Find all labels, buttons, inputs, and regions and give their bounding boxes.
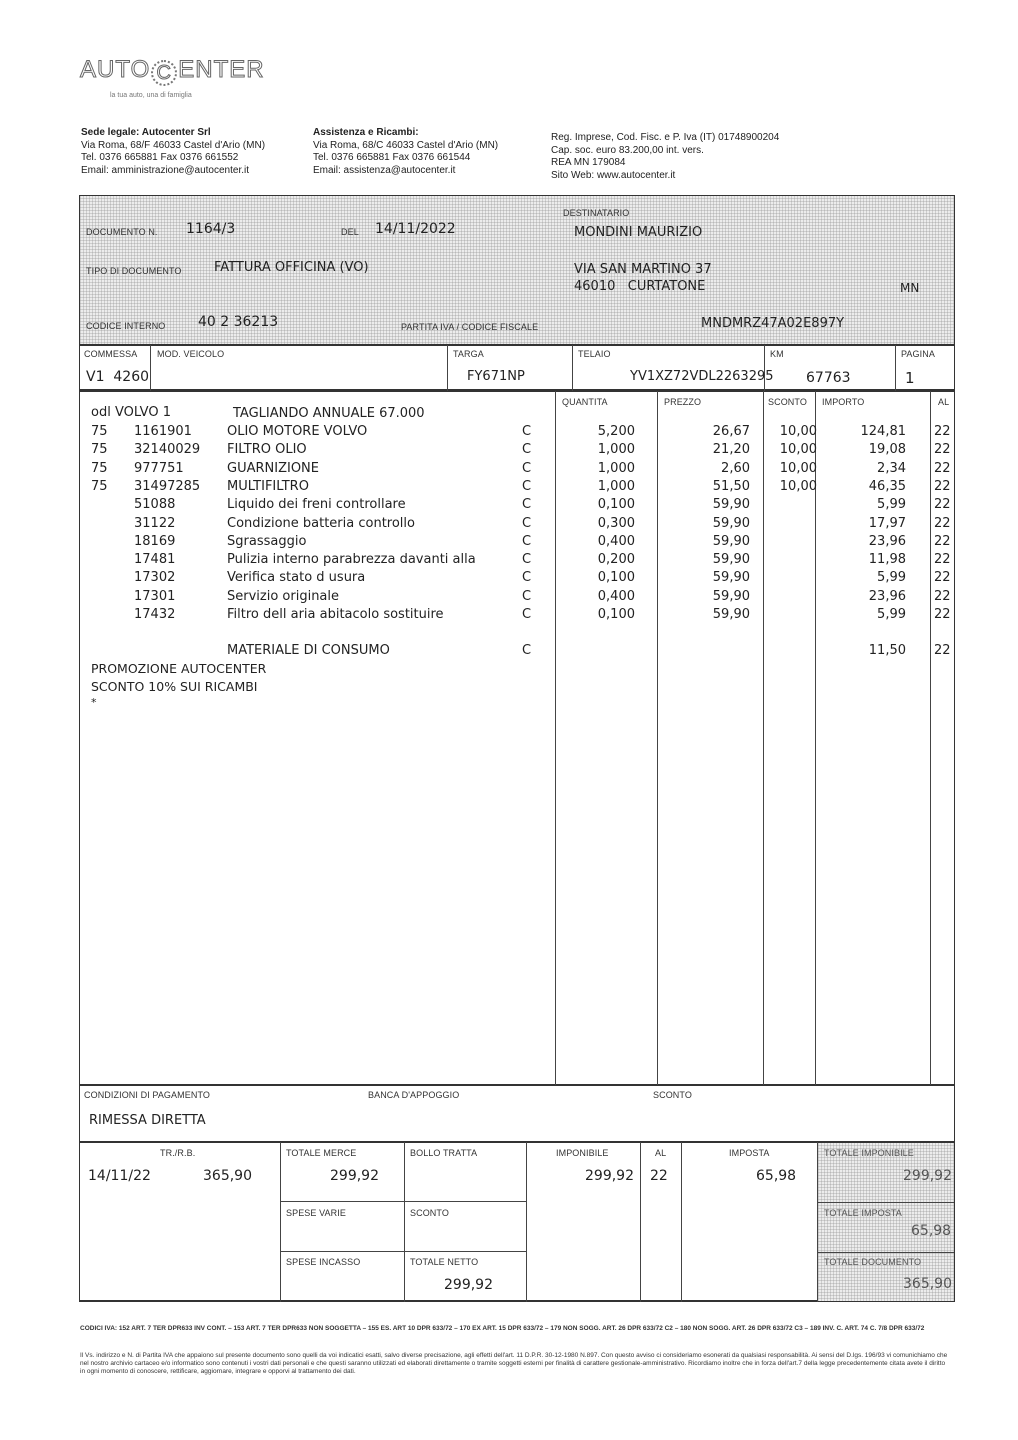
- row-vat: 22: [934, 442, 951, 458]
- row-vat: 22: [934, 588, 951, 604]
- registry-line-1: Reg. Imprese, Cod. Fisc. e P. Iva (IT) 01748900204: [551, 132, 780, 143]
- row-flag: C: [522, 588, 532, 604]
- sede-legale-block: [81, 127, 311, 177]
- row-amount: 11,50: [868, 643, 906, 658]
- row-flag: C: [522, 552, 532, 568]
- row-flag: C: [522, 533, 532, 549]
- taxable-label: IMPONIBILE: [556, 1148, 609, 1158]
- row-price: 59,90: [712, 607, 750, 622]
- table-row: [90, 497, 950, 515]
- sede-legale-title: Sede legale: Autocenter Srl: [81, 127, 211, 138]
- row-price: 59,90: [712, 570, 750, 586]
- row-description: Condizione batteria controllo: [227, 515, 415, 531]
- row-amount: 11,98: [868, 552, 906, 568]
- payment-box: [79, 1085, 955, 1142]
- trrb-amount: 365,90: [203, 1168, 252, 1184]
- row-quantity: 1,000: [597, 442, 635, 458]
- sede-legale-address: Via Roma, 68/F 46033 Castel d'Ario (MN): [81, 139, 266, 151]
- row-discount: 10,00: [779, 442, 817, 458]
- header-quantity: QUANTITA: [562, 397, 608, 407]
- row-description: GUARNIZIONE: [227, 460, 319, 476]
- row-quantity: 5,200: [597, 424, 635, 439]
- row-flag: C: [522, 570, 532, 586]
- row-code: 31497285: [134, 478, 201, 494]
- km-label: KM: [770, 349, 784, 359]
- row-price: 26,67: [712, 424, 750, 439]
- recipient-label: DESTINATARIO: [563, 208, 630, 218]
- note-asterisk: *: [91, 696, 97, 709]
- row-amount: 46,35: [868, 478, 906, 494]
- registry-line-2: Cap. soc. euro 83.200,00 int. vers.: [551, 144, 704, 156]
- totals-discount-label: SCONTO: [410, 1208, 449, 1218]
- row-quantity: 0,400: [597, 533, 635, 549]
- table-row: [90, 461, 950, 479]
- work-order-ref: odl VOLVO 1: [91, 405, 171, 420]
- row-price: 51,50: [712, 478, 750, 494]
- row-code: 17301: [134, 588, 176, 604]
- row-discount: 10,00: [779, 460, 817, 476]
- row-code: 18169: [134, 533, 176, 549]
- registry-line-4: Sito Web: www.autocenter.it: [551, 169, 676, 181]
- assistenza-title: Assistenza e Ricambi:: [313, 127, 419, 138]
- logo-text-auto: AUTO: [80, 56, 151, 83]
- km-value: 67763: [806, 370, 851, 386]
- row-flag: C: [522, 460, 532, 476]
- payment-discount-label: SCONTO: [653, 1090, 692, 1100]
- trrb-label: TR./R.B.: [160, 1148, 196, 1158]
- row-flag: C: [522, 643, 532, 658]
- row-price: 59,90: [712, 515, 750, 531]
- logo-c-icon: C: [151, 60, 177, 86]
- document-number-label: DOCUMENTO N.: [86, 227, 158, 237]
- recipient-province: MN: [900, 281, 920, 295]
- row-description: Verifica stato d usura: [227, 570, 366, 586]
- row-price: 59,90: [712, 497, 750, 513]
- net-total-label: TOTALE NETTO: [410, 1257, 479, 1267]
- row-description: MULTIFILTRO: [227, 478, 309, 494]
- row-code: 17302: [134, 570, 176, 586]
- row-flag: C: [522, 424, 532, 439]
- vat-rate-label: AL: [655, 1148, 667, 1158]
- assistenza-email: Email: assistenza@autocenter.it: [313, 164, 456, 176]
- document-total-label: TOTALE DOCUMENTO: [824, 1257, 922, 1267]
- row-code: 31122: [134, 515, 176, 531]
- row-code: 17432: [134, 607, 176, 622]
- row-vat: 22: [934, 424, 951, 439]
- row-quantity: 0,400: [597, 588, 635, 604]
- total-tax: 65,98: [911, 1223, 952, 1239]
- row-vat: 22: [934, 497, 951, 513]
- row-amount: 2,34: [877, 460, 906, 476]
- row-amount: 19,08: [868, 442, 906, 458]
- row-code: 32140029: [134, 442, 201, 458]
- privacy-note: Il Vs. indirizzo e N. di Partita IVA che appaiono sul presente documento sono quelli da voi indicatici esatti, salvo diverse precisazione, agli effetti dell'art. 11 D.P.R. 30-12-1980 N.897. Con questo avviso ci consideriamo esonerati da qualsiasi responsabilità. Ai sensi del D.lgs. 196/93 vi comunichiamo che nel nostro archivio cartaceo e/o informatico sono contenuti i vostri dati personali e che questi saranno utilizzati ed elaborati direttamente o tramite soggetti esterni per finalità di carattere gestionale-amministrativo. Ricordiamo inoltre che in forza dell'art.7 della legge precedentemente citata avete il diritto in ogni momento di conoscere, rettificare, aggiornare, integrare e opporvi al trattamento dei dati.: [80, 1352, 948, 1375]
- row-amount: 5,99: [877, 607, 906, 622]
- assistenza-phone: Tel. 0376 665881 Fax 0376 661544: [313, 152, 471, 163]
- payment-terms: RIMESSA DIRETTA: [89, 1113, 206, 1128]
- document-type: FATTURA OFFICINA (VO): [214, 260, 369, 275]
- recipient-city: 46010 CURTATONE: [574, 279, 706, 294]
- table-row: [90, 424, 950, 442]
- page-number: 1: [905, 369, 915, 387]
- row-description: Pulizia interno parabrezza davanti alla: [227, 552, 476, 568]
- row-description: Sgrassaggio: [227, 533, 307, 549]
- row-quantity: 1,000: [597, 478, 635, 494]
- row-quantity: 0,100: [597, 497, 635, 513]
- goods-total-label: TOTALE MERCE: [286, 1148, 357, 1158]
- row-quantity: 1,000: [597, 460, 635, 476]
- registry-block: [551, 132, 831, 182]
- row-category: 75: [91, 424, 108, 439]
- row-discount: 10,00: [779, 424, 817, 439]
- row-vat: 22: [934, 460, 951, 476]
- table-row: [90, 442, 950, 460]
- row-quantity: 0,100: [597, 607, 635, 622]
- note-promo: PROMOZIONE AUTOCENTER: [91, 661, 267, 676]
- header-vat: AL: [938, 397, 950, 407]
- document-date: 14/11/2022: [375, 221, 456, 237]
- total-taxable: 299,92: [903, 1168, 952, 1184]
- payment-terms-label: CONDIZIONI DI PAGAMENTO: [84, 1090, 210, 1100]
- row-description: Filtro dell aria abitacolo sostituire: [227, 607, 444, 622]
- sede-legale-email: Email: amministrazione@autocenter.it: [81, 164, 249, 176]
- row-flag: C: [522, 497, 532, 513]
- assistenza-address: Via Roma, 68/C 46033 Castel d'Ario (MN): [313, 139, 499, 151]
- row-description: MATERIALE DI CONSUMO: [227, 643, 390, 658]
- row-amount: 5,99: [877, 497, 906, 513]
- page-label: PAGINA: [901, 349, 935, 359]
- row-amount: 17,97: [868, 515, 906, 531]
- row-vat: 22: [934, 515, 951, 531]
- row-price: 21,20: [712, 442, 750, 458]
- row-amount: 23,96: [868, 588, 906, 604]
- chassis-label: TELAIO: [578, 349, 611, 359]
- row-price: 2,60: [721, 460, 750, 476]
- row-category: 75: [91, 442, 108, 458]
- company-tagline: la tua auto, una di famiglia: [110, 92, 192, 99]
- tax-label: IMPOSTA: [729, 1148, 770, 1158]
- plate-label: TARGA: [453, 349, 484, 359]
- row-vat: 22: [934, 643, 951, 658]
- table-row: [90, 589, 950, 607]
- table-row: [90, 516, 950, 534]
- row-code: 51088: [134, 497, 176, 513]
- recipient-name: MONDINI MAURIZIO: [574, 225, 703, 240]
- assistenza-block: [313, 127, 543, 177]
- row-description: OLIO MOTORE VOLVO: [227, 424, 368, 439]
- table-row: [90, 552, 950, 570]
- document-type-label: TIPO DI DOCUMENTO: [86, 266, 182, 276]
- sede-legale-phone: Tel. 0376 665881 Fax 0376 661552: [81, 152, 239, 163]
- row-vat: 22: [934, 533, 951, 549]
- row-description: Liquido dei freni controllare: [227, 497, 406, 513]
- table-row: [90, 607, 950, 625]
- recipient-street: VIA SAN MARTINO 37: [574, 262, 712, 277]
- row-flag: C: [522, 442, 532, 458]
- registry-line-3: REA MN 179084: [551, 157, 626, 168]
- plate-number: FY671NP: [467, 369, 525, 384]
- vat-rate: 22: [650, 1168, 668, 1184]
- row-code: 977751: [134, 460, 184, 476]
- vehicle-model-label: MOD. VEICOLO: [157, 349, 225, 359]
- vat-codes-note: CODICI IVA: 152 ART. 7 TER DPR633 INV CONT. – 153 ART. 7 TER DPR633 NON SOGGETTA – 155 ES. ART 10 DPR 633/72 – 170 EX ART. 15 DPR 633/72 – 179 NON SOGG. ART. 26 DPR 633/72 C2 – 180 NON SOGG. ART. 26 DPR 633/72 C3 – 189 INV. C. ART. 74 C. 7/8 DPR 633/72: [80, 1325, 925, 1332]
- stamp-label: BOLLO TRATTA: [410, 1148, 478, 1158]
- document-total: 365,90: [903, 1276, 952, 1292]
- net-total: 299,92: [444, 1277, 493, 1293]
- document-date-label: DEL: [341, 227, 359, 237]
- table-row: [90, 570, 950, 588]
- table-row-consumables: [90, 643, 950, 661]
- row-quantity: 0,200: [597, 552, 635, 568]
- row-flag: C: [522, 515, 532, 531]
- internal-code-label: CODICE INTERNO: [86, 321, 166, 331]
- row-price: 59,90: [712, 552, 750, 568]
- row-flag: C: [522, 478, 532, 494]
- collection-costs-label: SPESE INCASSO: [286, 1257, 361, 1267]
- logo-text-enter: ENTER: [178, 56, 265, 83]
- row-vat: 22: [934, 607, 951, 622]
- goods-total: 299,92: [330, 1168, 379, 1184]
- internal-code: 40 2 36213: [198, 314, 279, 330]
- total-taxable-label: TOTALE IMPONIBILE: [824, 1148, 914, 1158]
- chassis-number: YV1XZ72VDL2263295: [630, 369, 774, 384]
- row-description: FILTRO OLIO: [227, 442, 307, 458]
- row-vat: 22: [934, 478, 951, 494]
- row-flag: C: [522, 607, 532, 622]
- document-number: 1164/3: [186, 221, 236, 237]
- row-code: 17481: [134, 552, 176, 568]
- taxable-amount: 299,92: [585, 1168, 634, 1184]
- tax-amount: 65,98: [756, 1168, 797, 1184]
- row-amount: 23,96: [868, 533, 906, 549]
- row-category: 75: [91, 460, 108, 476]
- row-amount: 124,81: [860, 424, 906, 439]
- table-row: [90, 479, 950, 497]
- job-order-label: COMMESSA: [84, 349, 138, 359]
- row-category: 75: [91, 478, 108, 494]
- row-quantity: 0,300: [597, 515, 635, 531]
- trrb-date: 14/11/22: [88, 1168, 151, 1184]
- table-row: [90, 534, 950, 552]
- header-discount: SCONTO: [768, 397, 807, 407]
- row-discount: 10,00: [779, 478, 817, 494]
- row-code: 1161901: [134, 424, 192, 439]
- row-price: 59,90: [712, 533, 750, 549]
- misc-costs-label: SPESE VARIE: [286, 1208, 346, 1218]
- row-amount: 5,99: [877, 570, 906, 586]
- recipient-tax-code: MNDMRZ47A02E897Y: [701, 316, 845, 331]
- row-quantity: 0,100: [597, 570, 635, 586]
- note-discount: SCONTO 10% SUI RICAMBI: [91, 679, 258, 694]
- row-description: Servizio originale: [227, 588, 340, 604]
- header-price: PREZZO: [664, 397, 702, 407]
- bank-label: BANCA D'APPOGGIO: [368, 1090, 460, 1100]
- header-amount: IMPORTO: [822, 397, 865, 407]
- row-vat: 22: [934, 552, 951, 568]
- vat-code-label: PARTITA IVA / CODICE FISCALE: [401, 322, 539, 332]
- job-order: V1 4260: [86, 369, 150, 385]
- company-logo: [80, 56, 265, 86]
- work-order-description: TAGLIANDO ANNUALE 67.000: [233, 406, 425, 421]
- row-price: 59,90: [712, 588, 750, 604]
- total-tax-label: TOTALE IMPOSTA: [824, 1208, 902, 1218]
- row-vat: 22: [934, 570, 951, 586]
